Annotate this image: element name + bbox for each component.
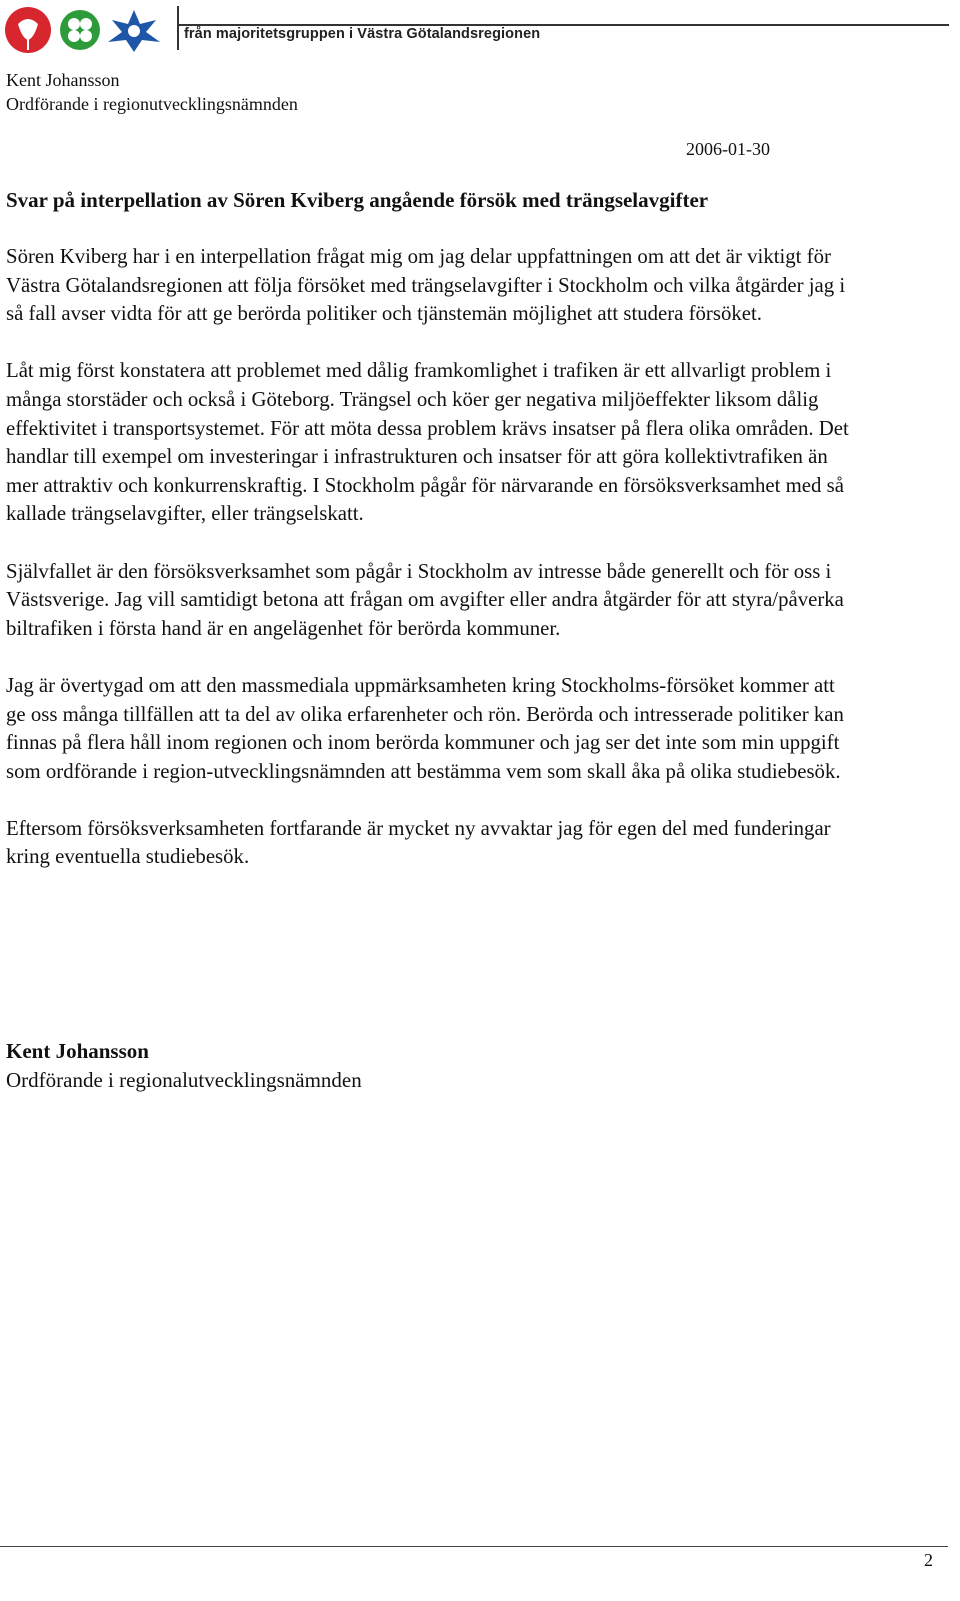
document-body [6, 243, 856, 901]
party-logos [4, 4, 174, 56]
cornflower-logo-icon [108, 10, 160, 52]
body-paragraph: Låt mig först konstatera att problemet med dålig framkomlighet i trafiken är ett allvarligt problem i många storstäder och också i Göteborg. Trängsel och köer ger negativa miljöeffekter liksom dålig effektivitet i transportsystemet. För att möta dessa problem krävs insatser på flera olika områden. Det handlar till exempel om investeringar i infrastrukturen och insatser för att göra kollektivtrafiken än mer attraktiv och konkurrenskraftig. I Stockholm pågår för närvarande en försöksverksamhet med så kallade trängselavgifter, eller trängselskatt. [6, 359, 849, 526]
rose-logo-icon [5, 7, 51, 53]
document-date: 2006-01-30 [686, 139, 770, 159]
body-paragraph: Eftersom försöksverksamheten fortfarande är mycket ny avvaktar jag för egen del med funderingar kring eventuella studiebesök. [6, 816, 831, 869]
signature-role: Ordförande i regionalutvecklingsnämnden [6, 1067, 362, 1092]
header-vertical-rule [177, 6, 179, 50]
body-paragraph: Självfallet är den försöksverksamhet som pågår i Stockholm av intresse både generellt och för oss i Västsverige. Jag vill samtidigt betona att frågan om avgifter eller andra åtgärder för att styra/påverka biltrafiken i första hand är en angelägenhet för berörda kommuner. [6, 559, 844, 640]
body-paragraph: Jag är övertygad om att den massmediala uppmärksamheten kring Stockholms-försöket kommer att ge oss många tillfällen att ta del av olika erfarenheter och rön. Berörda och intresserade politiker kan finnas på flera håll inom regionen och inom berörda kommuner och jag ser det inte som min uppgift som ordförande i region-utvecklingsnämnden att bestämma vem som skall åka på olika studiebesök. [6, 673, 844, 783]
footer-rule [0, 1546, 948, 1547]
letterhead-text: från majoritetsgruppen i Västra Götalandsregionen [184, 26, 541, 42]
signature-name: Kent Johansson [6, 1039, 149, 1063]
author-role: Ordförande i regionutvecklingsnämnden [6, 94, 298, 114]
letterhead [0, 0, 960, 60]
body-paragraph: Sören Kviberg har i en interpellation frågat mig om jag delar uppfattningen om att det är viktigt för Västra Götalandsregionen att följa försöket med trängselavgifter i Stockholm och vilka åtgärder jag i så fall avser vidta för att ge berörda politiker och tjänstemän möjlighet att studera försöket. [6, 245, 846, 326]
page-number: 2 [924, 1550, 933, 1570]
author-block [6, 68, 298, 116]
document-title: Svar på interpellation av Sören Kviberg angående försök med trängselavgifter [6, 188, 709, 212]
signature-block [6, 1037, 362, 1094]
clover-logo-icon [60, 10, 100, 50]
author-name: Kent Johansson [6, 70, 120, 90]
